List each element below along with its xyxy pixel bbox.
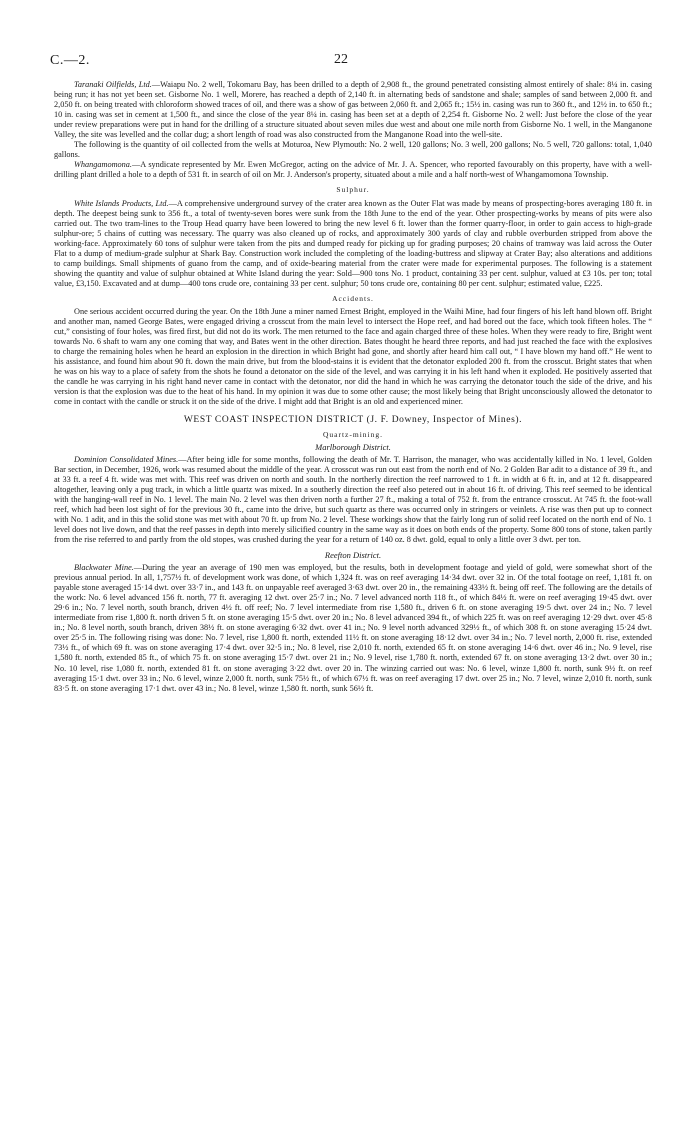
- heading-reefton-district: Reefton District.: [324, 550, 382, 561]
- lead-dominion: Dominion Consolidated Mines.: [74, 454, 179, 464]
- paragraph-moturoa-oil: The following is the quantity of oil collected from the wells at Moturoa, New Plymouth: No. 2 well, 120 gallons; No. 3 well, 200 gallons; No. 5 well, 720 gallons: total, 1,040 gallons.: [54, 140, 652, 160]
- paragraph-blackwater-mine: [54, 563, 652, 694]
- lead-white-island: White Islands Products, Ltd.: [74, 198, 169, 208]
- heading-marlborough-district: Marlborough District.: [315, 441, 391, 452]
- text-whangamomona: —A syndicate represented by Mr. Ewen McGregor, acting on the advice of Mr. J. A. Spencer, who reported favourably on this property, have with a well-drilling plant drilled a hole to a depth of 531 ft. in search of oil on Mr. J. Anderson's property, situated about a mile and a half north-west of Whangamomona Township.: [54, 160, 652, 180]
- heading-west-coast-district: WEST COAST INSPECTION DISTRICT (J. F. Downey, Inspector of Mines).: [183, 415, 523, 426]
- lead-whangamomona: Whangamomona.: [74, 160, 132, 170]
- text-blackwater: —During the year an average of 190 men was employed, but the results, both in development footage and yield of gold, were somewhat short of the previous annual period. In all, 1,757½ ft. of development work was done, of which 1,324 ft. was on reef averaging 14·34 dwt. over 32 in. Of the total footage on reef, 1,181 ft. on payable stone averaged 15·14 dwt. over 33·7 in., and 143 ft. on unpayable reef averaged 3·63 dwt. over 20 in., the remaining 433½ ft. being off reef. The following are the details of the work: No. 6 level advanced 156 ft. north, 77 ft. averaging 12 dwt. over 25·7 in.; No. 7 level advanced north 118 ft., of which 84½ ft. were on reef averaging 19·45 dwt. over 29·6 in.; No. 7 level north, south branch, driven 4½ ft. off reef; No. 7 level intermediate from rise 1,580 ft., driven 6 ft. on stone averaging 19·5 dwt. over 24 in.; No. 7 level intermediate from rise 1,800 ft. north driven 5 ft. on stone averaging 15·5 dwt. over 20 in.; No. 8 level advanced 394 ft., of which 225 ft. was on reef averaging 12·29 dwt. over 45·8 in.; No. 8 level north, south branch, driven 38½ ft. on stone averaging 6·32 dwt. over 41 in.; No. 9 level north advanced 329½ ft., of which 308 ft. on stone averaging 15·24 dwt. over 25·5 in. The following rising was done: No. 7 level, rise 1,800 ft. north, extended 11½ ft. on stone averaging 18·12 dwt. over 34 in.; No. 7 level north, 2,000 ft. rise, extended 73½ ft., of which 69 ft. was on stone averaging 17·4 dwt. over 32·5 in.; No. 8 level, rise 2,010 ft. north, extended 65 ft. on stone averaging 14·6 dwt. over 46 in.; No. 9 level, rise 1,580 ft. north, extended 85 ft., of which 75 ft. on stone averaging 15·7 dwt. over 21 in.; No. 9 level, rise 1,780 ft. north, extended 67 ft. on stone averaging 13·2 dwt. over 30 in.; No. 10 level, rise 1,080 ft. north, extended 81 ft. on stone averaging 3·22 dwt. over 20 in. The winzing carried out was: No. 6 level, winze 1,800 ft. north, sunk 9½ ft. on reef averaging 15·1 dwt. over 33 in.; No. 6 level, winze 2,000 ft. north, sunk 75½ ft., of which 67½ ft. was on reef averaging 17 dwt. over 25 in.; No. 7 level, winze 2,010 ft. north, sunk 83·5 ft. on stone averaging 17·1 dwt. over 43 in.; No. 8 level, winze 1,580 ft. north, sunk 56½ ft.: [54, 563, 652, 693]
- page-body: [54, 80, 652, 694]
- text-taranaki: —Waiapu No. 2 well, Tokomaru Bay, has been drilled to a depth of 2,908 ft., the ground penetrated consisting almost entirely of shale: 8¼ in. casing being run; it has not yet been set. Gisborne No. 1 well, Morere, has reached a depth of 2,140 ft. in alternating beds of sandstone and shale; samples of sand between 2,000 ft. and 2,050 ft. on being treated with chloroform showed traces of oil, and there was a show of gas between 2,060 ft. and 2,065 ft.; 15½ in. casing was run to 360 ft., and 12½ in. to 650 ft.; 10 in. casing was set in cement at 1,500 ft., and since the close of the year 8¼ in. casing has been set at a depth of 2,254 ft. Gisborne No. 2 well: Just before the close of the year under review preparations were put in hand for the drilling of a structure situated about seven miles due west and about one mile north from Gisborne No. 1 well, in the Manganone Valley, the site was levelled and the collar dug; a short length of road was also constructed from the Manganone Road into the well-site.: [54, 80, 652, 140]
- paragraph-whangamomona: [54, 160, 652, 180]
- heading-sulphur: Sulphur.: [336, 185, 370, 195]
- text-white-island: —A comprehensive underground survey of the crater area known as the Outer Flat was made by means of prospecting-bores averaging 180 ft. in depth. The deepest being sunk to 356 ft., a total of twenty-seven bores were sunk from the 18th June to the end of the year. Other prospecting-works by means of pits were also carried out. The two tram-lines to the Troup Head quarry have been lowered to bring the new level 6 ft. lower than the former quarry-floor, in order to gain access to high-grade sulphur-ore; 5 chains of cutting was necessary. The quarry was also cleaned up of rocks, and approximately 300 yards of clay and rubble overburden stripped from above the working-face. Approximately 60 tons of sulphur were taken from the pits and dumped ready for picking up for grading purposes; 20 chains of tramway was laid across the Outer Flat to a dump of medium-grade sulphur at Shark Bay. Construction work included the completing of the loading-buttress and slipway at Crater Bay; also alterations and additions to camp buildings. Small shipments of guano from the camp, and of oxide-bearing material from the crater were made for experimental purposes. The following is a statement showing the quantity and value of sulphur obtained at White Island during the year: Sold—900 tons No. 1 product, containing 33 per cent. sulphur, valued at £3 10s. per ton; total value, £3,150. Excavated and at dump—400 tons crude ore, containing 33 per cent. sulphur; 50 tons crude ore, containing 80 per cent. sulphur; estimated value, £225.: [54, 198, 652, 288]
- heading-accidents: Accidents.: [332, 293, 374, 303]
- lead-taranaki: Taranaki Oilfields, Ltd.: [74, 80, 152, 89]
- section-code: C.—2.: [50, 53, 90, 68]
- paragraph-dominion-consolidated: [54, 455, 652, 545]
- paragraph-white-island: [54, 199, 652, 289]
- paragraph-accidents: One serious accident occurred during the year. On the 18th June a miner named Ernest Bright, employed in the Waihi Mine, had four fingers of his left hand blown off. Bright and another man, named George Bates, were engaged driving a crosscut from the main level to intersect the Hope reef, and had bored out the face, which took fifteen holes. The “ cut,” consisting of four holes, was fired first, but did not do its work. The men returned to the face and again charged three of these holes. When they were ready to fire, Bright went towards No. 6 shaft to warn any one coming that way, and Bates went in the other direction. Bates thought he heard three reports, and had just reached the face with the explosives to charge the remaining holes when he heard an explosion in the direction in which Bright had gone, and shortly after heard him call out, “ I have blown my hand off.” He went to his assistance, and found him about 90 ft. down the main drive, but from the blood-stains it is evident that the detonator exploded 200 ft. from the crosscut. Bright states that when he was on his way to a place of safety from the shots he found a detonator on the side of the level, and was carrying it in his left hand when it exploded. He positively asserted that the candle he was carrying in his right hand never came in contact with the detonator, nor did the hand in which he was carrying the detonator touch the side of the drive, and his version is that the explosion was due to the heat of his hand. In my opinion it was due to some other cause; the most likely being that Bright unconsciously allowed the detonator to come in contact with the candle or struck it on the side of the drive. I might add that Bright is an old and experienced miner.: [54, 306, 652, 407]
- paragraph-taranaki-oilfields: [54, 80, 652, 140]
- text-dominion: —After being idle for some months, following the death of Mr. T. Harrison, the manager, who was accidentally killed in No. 1 level, Golden Bar section, in December, 1926, work was resumed about the middle of the year. A crosscut was run out east from the north end of No. 2 Golden Bar adit to a distance of 39 ft., and at 33 ft. a reef 4 ft. wide was met with. This reef was driven on north and south. In the northerly direction the reef narrowed to 1 ft. in width at 6 ft. in, and at 12 ft. disappeared altogether, leaving only a pug track, in which a little quartz was mixed. In a southerly direction the reef also petered out in about 16 ft. of driving. This reef seemed to be identical with the hanging-wall reef in No. 1 level. The main No. 2 level was then driven north a further 27 ft., making a total of 752 ft. from the entrance crosscut. At 745 ft. the foot-wall reef, which had been lost sight of for the previous 30 ft., came into the drive, but such quartz as there was occurred only in stringers or veinlets. A rise was then put up to connect with No. 1 adit, and in this the solid stone was met with about 70 ft. up from No. 2 level. These workings show that the fairly long run of solid reef located on the north end of No. 1 level does not live down, and that the reef passes in depth into merely silicified country in the same way as it does on both ends of the property. Some 800 tons of stone, taken partly from the rise referred to and partly from the old stopes, was crushed during the year for a return of 140 oz. 8 dwt. gold, equal to only a little over 3 dwt. per ton.: [54, 454, 652, 544]
- heading-quartz-mining: Quartz-mining.: [322, 429, 384, 439]
- lead-blackwater: Blackwater Mine.: [74, 563, 134, 573]
- page-number: 22: [334, 52, 348, 67]
